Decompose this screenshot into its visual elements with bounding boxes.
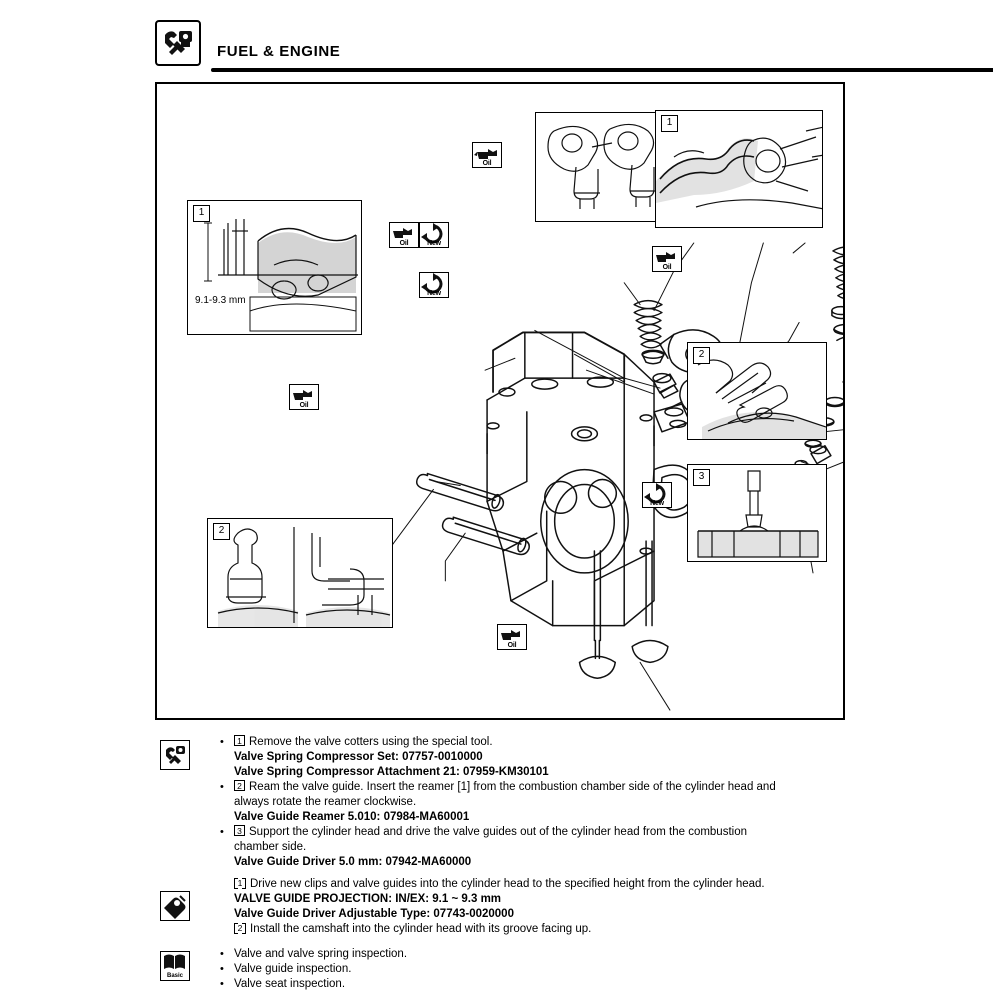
badge-oil-valve — [497, 624, 527, 650]
inset-cotter-removal — [207, 518, 393, 628]
badge-label: New — [650, 500, 664, 507]
note-line: • 3 Support the cylinder head and drive the valve guides out of the cylinder head from the combustion — [220, 826, 747, 838]
inset-caption: 9.1-9.3 mm — [195, 295, 246, 306]
note-line: 2 Install the camshaft into the cylinder head with its groove facing up. — [220, 922, 860, 937]
inset-number: 1 — [661, 115, 678, 132]
note-line: • Valve guide inspection. — [220, 963, 352, 975]
note-line: • 2 Ream the valve guide. Insert the reamer [1] from the combustion chamber side of the cylinder head and — [220, 781, 776, 793]
badge-oil-camshaft — [289, 384, 319, 410]
badge-oil-rocker — [472, 142, 502, 168]
badge-new-top — [419, 222, 449, 248]
note-block-special-tool — [160, 735, 860, 871]
inset-number: 3 — [693, 469, 710, 486]
book-icon-caption: Basic — [166, 973, 183, 979]
note-lines — [220, 947, 860, 992]
inset-valve-guide-projection — [187, 200, 362, 335]
note-line: Valve Guide Driver Adjustable Type: 07743-0020000 — [234, 908, 514, 920]
notes-section — [160, 735, 860, 997]
badge-oil-new-guide — [389, 222, 419, 248]
page-header — [155, 20, 845, 68]
note-line: chamber side. — [234, 841, 307, 853]
note-line: Valve Guide Reamer 5.010: 07984-MA60001 — [234, 811, 470, 823]
note-line: VALVE GUIDE PROJECTION: IN/EX: 9.1 ~ 9.3 mm — [234, 893, 502, 905]
note-lines — [220, 735, 860, 870]
note-line: 1 Drive new clips and valve guides into the cylinder head to the specified height from the cylinder head. — [220, 877, 860, 892]
badge-new-stem-seal — [419, 272, 449, 298]
note-line: Valve Spring Compressor Attachment 21: 07959-KM30101 — [234, 766, 549, 778]
inset-reamer — [687, 342, 827, 440]
inset-number: 2 — [213, 523, 230, 540]
note-line: always rotate the reamer clockwise. — [234, 796, 417, 808]
inset-valve-spring-compressor — [655, 110, 823, 228]
inset-number: 2 — [693, 347, 710, 364]
special-tool-icon — [160, 740, 190, 770]
note-line: Valve Spring Compressor Set: 07757-0010000 — [234, 751, 483, 763]
note-line: Valve Guide Driver 5.0 mm: 07942-MA60000 — [234, 856, 472, 868]
inset-number: 1 — [193, 205, 210, 222]
badge-label: Oil — [507, 642, 517, 649]
page-title: FUEL & ENGINE — [217, 43, 341, 60]
badge-label: Oil — [662, 264, 672, 271]
engine-tools-icon — [155, 20, 201, 66]
badge-label: New — [427, 240, 441, 247]
badge-label: Oil — [482, 160, 492, 167]
badge-label: Oil — [399, 240, 409, 247]
inset-guide-driver — [687, 464, 827, 562]
note-block-basic — [160, 947, 860, 997]
badge-oil-valve-stem — [652, 246, 682, 272]
badge-label: Oil — [299, 402, 309, 409]
header-divider — [211, 68, 993, 72]
note-line: • Valve and valve spring inspection. — [220, 948, 408, 960]
badge-label: New — [427, 290, 441, 297]
note-line: • 1 Remove the valve cotters using the special tool. — [220, 736, 493, 748]
note-lines — [220, 877, 860, 937]
torque-tool-icon — [160, 891, 190, 921]
badge-new-clip — [642, 482, 672, 508]
note-block-torque-tool — [160, 877, 860, 941]
book-icon — [160, 951, 190, 981]
exploded-view-figure — [155, 82, 845, 720]
note-line: • Valve seat inspection. — [220, 978, 346, 990]
